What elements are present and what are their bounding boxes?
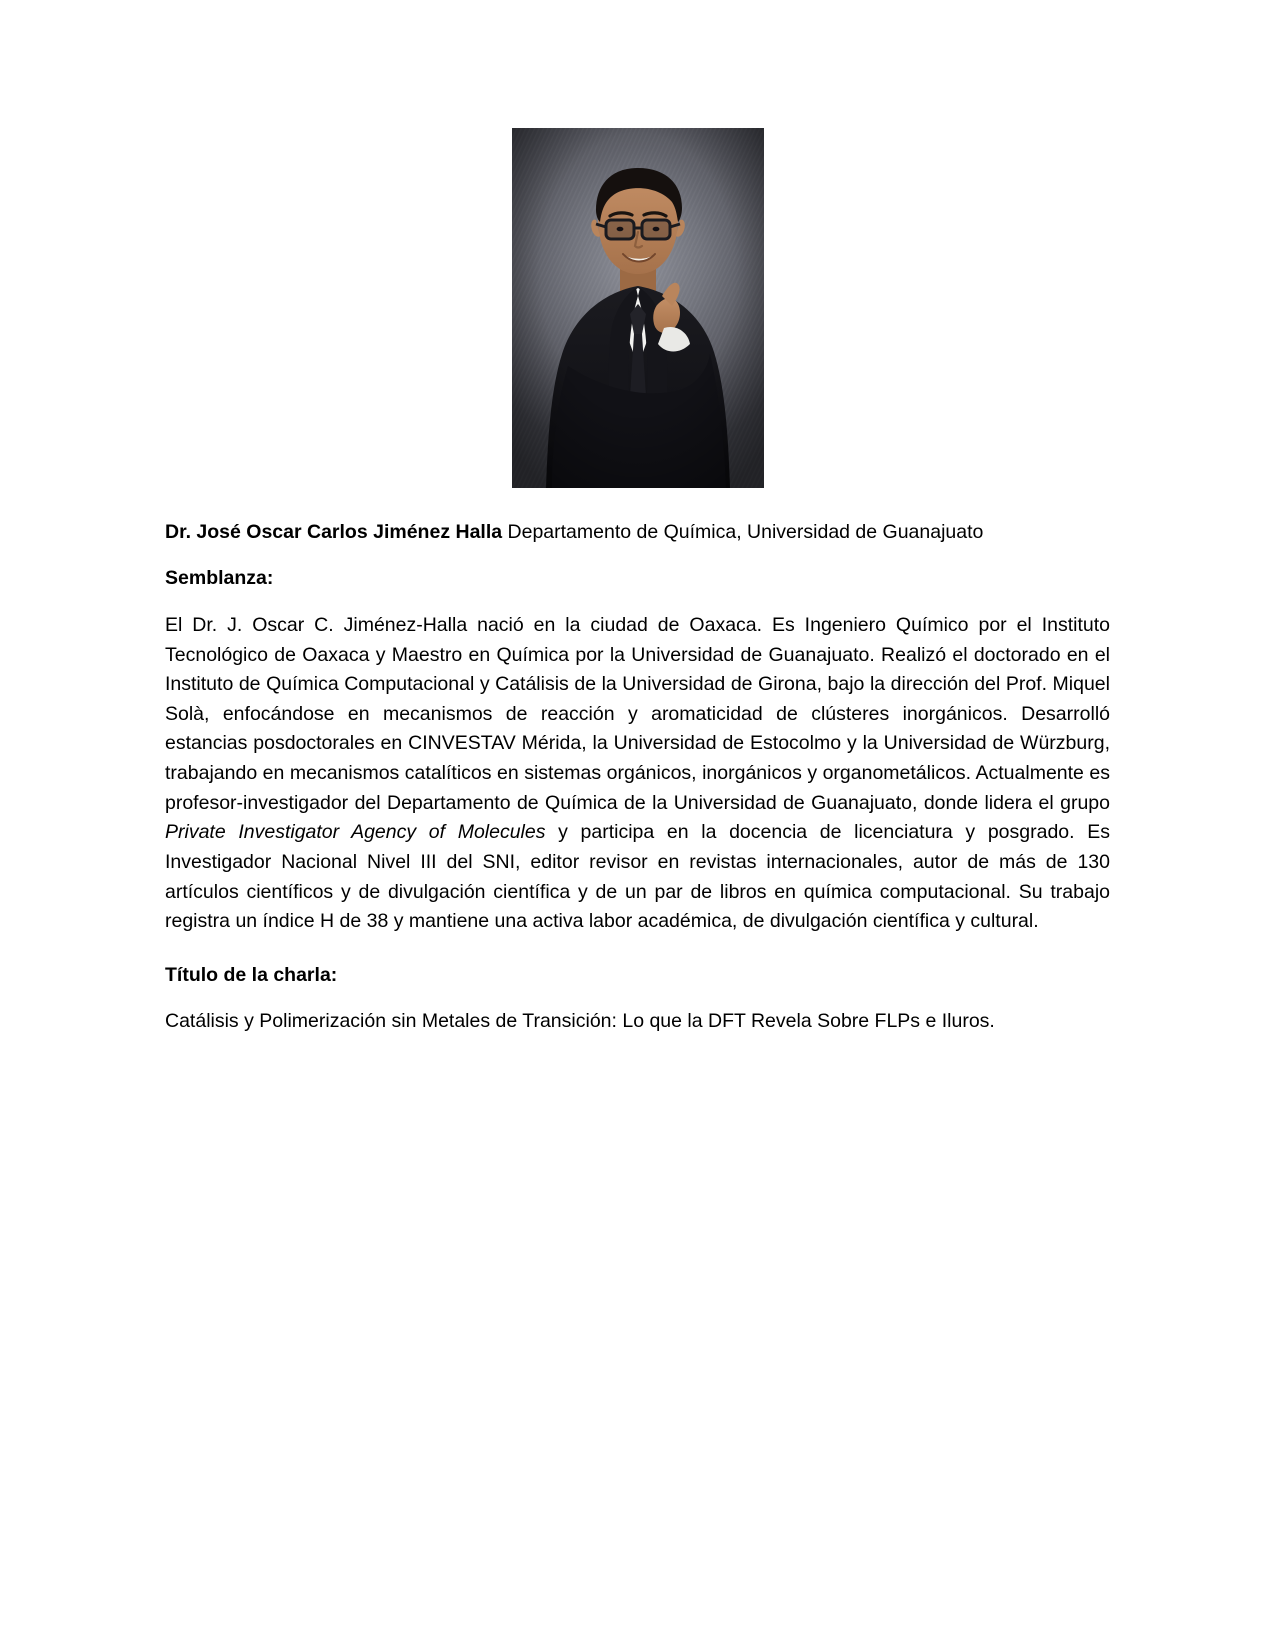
portrait-figure-illustration bbox=[512, 128, 764, 488]
speaker-header-line bbox=[165, 518, 1110, 547]
bio-text-first-part: El Dr. J. Oscar C. Jiménez-Halla nació en la ciudad de Oaxaca. Es Ingeniero Químico por el Instituto Tecnológico de Oaxaca y Maestro en Química por la Universidad de Guanajuato. Realizó el doctorado en el Instituto de Química Computacional y Catálisis de la Universidad de Girona, bajo la dirección del Prof. Miquel Solà, enfocándose en mecanismos de reacción y aromaticidad de clústeres inorgánicos. Desarrolló estancias posdoctorales en CINVESTAV Mérida, la Universidad de Estocolmo y la Universidad de Würzburg, trabajando en mecanismos catalíticos en sistemas orgánicos, inorgánicos y organometálicos. Actualmente es profesor-investigador del Departamento de Química de la Universidad de Guanajuato, donde lidera el grupo bbox=[165, 613, 1110, 814]
portrait-container bbox=[165, 128, 1110, 488]
talk-title-text: Catálisis y Polimerización sin Metales de Transición: Lo que la DFT Revela Sobre FLPs e Iluros. bbox=[165, 1010, 995, 1033]
speaker-name: Dr. José Oscar Carlos Jiménez Halla bbox=[165, 521, 503, 543]
bio-section-heading: Semblanza: bbox=[165, 567, 274, 590]
speaker-affiliation: Departamento de Química, Universidad de Guanajuato bbox=[502, 521, 984, 543]
bio-text-second-part: y participa en la docencia de licenciatura y posgrado. Es Investigador Nacional Nivel III del SNI, editor revisor en revistas internacionales, autor de más de 130 artículos científicos y de divulgación científica y de un par de libros en química computacional. Su trabajo registra un índice H de 38 y mantiene una activa labor académica, de divulgación científica y cultural. bbox=[165, 821, 1110, 933]
speaker-portrait-photo bbox=[512, 128, 764, 488]
bio-paragraph bbox=[165, 611, 1110, 937]
research-group-name: Private Investigator Agency of Molecules bbox=[165, 821, 546, 844]
talk-section-heading: Título de la charla: bbox=[165, 963, 338, 986]
